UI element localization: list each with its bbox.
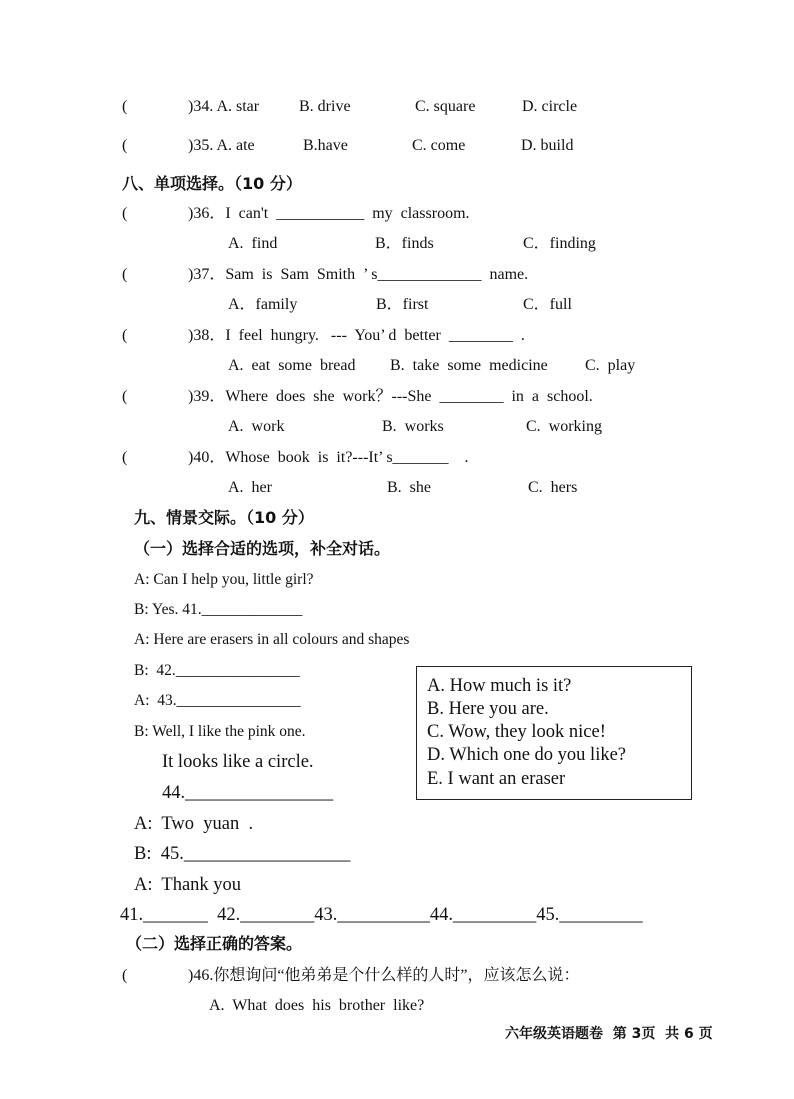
question-38-stem: )38．I feel hungry. --- You’ d better ________ . [188, 327, 525, 344]
question-40-option-a: A. her [228, 479, 272, 496]
question-35-option-a: )35. A. ate [188, 137, 255, 154]
answer-paren-35: ( [122, 137, 128, 154]
dialogue-line-5: A: 43.________________ [134, 692, 301, 709]
question-34-option-d: D. circle [522, 98, 578, 115]
answers-line: 41._______ 42.________43.__________44._________45._________ [120, 905, 643, 925]
question-36-option-c: C．finding [523, 235, 596, 252]
dialogue-line-9: A: Two yuan . [134, 814, 254, 834]
dialogue-line-2: B: Yes. 41._____________ [134, 601, 303, 618]
section-9-part-2-title: （二）选择正确的答案。 [126, 934, 303, 953]
option-d: D. Which one do you like? [427, 745, 627, 765]
section-9-title: 九、情景交际。（10 分） [134, 508, 314, 527]
question-34-option-a: )34. A. star [188, 98, 260, 115]
answer-paren-46: ( [122, 967, 128, 984]
answer-paren-37: ( [122, 266, 128, 283]
dialogue-line-4: B: 42.________________ [134, 662, 300, 679]
option-b: B. Here you are. [427, 699, 549, 719]
question-40-option-b: B. she [387, 479, 431, 496]
question-37-option-b: B．first [376, 296, 429, 313]
dialogue-line-3: A: Here are erasers in all colours and shapes [134, 631, 410, 648]
answer-paren-39: ( [122, 388, 128, 405]
section-8-title: 八、单项选择。（10 分） [122, 174, 302, 193]
option-e: E. I want an eraser [427, 769, 566, 789]
dialogue-line-10: B: 45.__________________ [134, 844, 351, 864]
question-46-option-a: A. What does his brother like? [209, 997, 425, 1014]
question-35-option-d: D. build [521, 137, 574, 154]
question-39-option-b: B. works [382, 418, 444, 435]
question-37-stem: )37．Sam is Sam Smith ’ s_____________ name. [188, 266, 529, 283]
question-38-option-c: C. play [585, 357, 636, 374]
question-39-option-a: A. work [228, 418, 285, 435]
dialogue-line-6: B: Well, I like the pink one. [134, 723, 306, 740]
question-39-option-c: C. working [526, 418, 602, 435]
question-40-stem: )40．Whose book is it?---It’ s_______ . [188, 449, 469, 466]
answer-paren-36: ( [122, 205, 128, 222]
question-34-option-c: C. square [415, 98, 476, 115]
dialogue-line-8: 44.________________ [162, 783, 334, 803]
question-38-option-b: B. take some medicine [390, 357, 548, 374]
dialogue-options-box [416, 666, 692, 800]
question-40-option-c: C. hers [528, 479, 578, 496]
question-35-option-c: C. come [412, 137, 466, 154]
question-36-stem: )36．I can't ___________ my classroom. [188, 205, 470, 222]
question-36-option-b: B．finds [375, 235, 434, 252]
question-37-option-a: A．family [228, 296, 298, 313]
option-c: C. Wow, they look nice! [427, 722, 606, 742]
question-36-option-a: A. find [228, 235, 278, 252]
question-38-option-a: A. eat some bread [228, 357, 356, 374]
answer-paren-38: ( [122, 327, 128, 344]
section-9-part-1-title: （一）选择合适的选项，补全对话。 [134, 539, 391, 558]
question-35-option-b: B.have [303, 137, 348, 154]
dialogue-line-7: It looks like a circle. [162, 752, 314, 772]
answer-paren-34: ( [122, 98, 128, 115]
answer-paren-40: ( [122, 449, 128, 466]
question-37-option-c: C．full [523, 296, 572, 313]
option-a: A. How much is it? [427, 676, 572, 696]
question-46-stem: )46.你想询问“他弟弟是个什么样的人时”，应该怎么说： [188, 967, 580, 984]
page-footer: 六年级英语题卷 第 3页 共 6 页 [505, 1026, 713, 1042]
question-34-option-b: B. drive [299, 98, 351, 115]
dialogue-line-11: A: Thank you [134, 875, 242, 895]
dialogue-line-1: A: Can I help you, little girl? [134, 571, 314, 588]
question-39-stem: )39．Where does she work？---She ________ in a school. [188, 388, 593, 405]
